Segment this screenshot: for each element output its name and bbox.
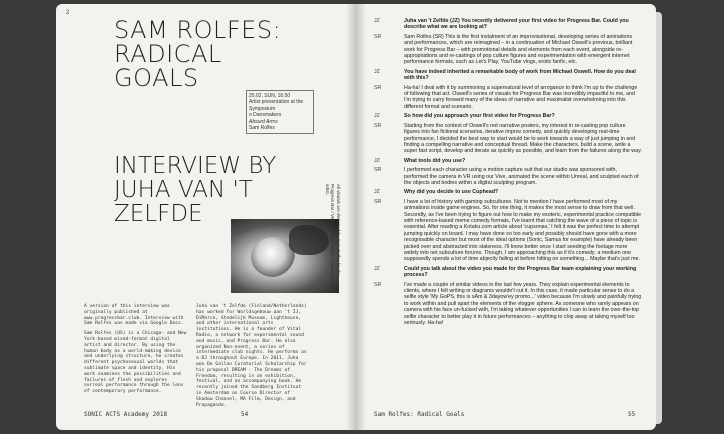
bio-paragraph-rolfes: Sam Rolfes (US) is a Chicago- and New York-based mixed-format digital artist and director. By using the human body as a world-making device and underlying structure, he creates different psychosexual worlds that sublimate space and identity. His work examines the possibilities and failures of flesh and explores surreal performance through the lens of contemporary performance.: [84, 331, 187, 395]
speaker-label: SR: [374, 122, 382, 129]
speaker-label: SR: [374, 84, 382, 91]
title-text: SAM ROLFES: RADICAL GOALS: [114, 16, 282, 92]
intro-column: [84, 304, 189, 399]
event-program: Absurd Arms: [249, 118, 278, 125]
bio-column: [196, 304, 308, 412]
interview-block: [374, 199, 642, 263]
speaker-label: JZ: [374, 113, 380, 120]
bio-paragraph-zelfde: Juha van 't Zelfde (Finland/Netherlands) has worked for Worldsgebouw aan 't IJ, DiMarce, Stedelijk Museum, Lighthouse, and other international arts institutions. He is a founder of Vital Radio, a network for experimental sound and music, and Progress Bar. He also organized Non-event, a series of intermediate club nights. He performs as a DJ throughout Europe. In 2011, Juha won De Gallan Curatorial Scholarship for his proposal DREAM - The Dreams of Freedom, resulting in an exhibition, festival, and an accompanying book. He recently joined the Sandberg Instituut in Amsterdam as Course Director of Shadow Channel, MA Film, Design, and Propaganda.: [196, 304, 307, 408]
interview-block: [374, 282, 642, 327]
left-page: [56, 4, 356, 430]
interview-block: [374, 167, 642, 186]
page-number-right: 55: [628, 411, 636, 418]
event-date: 25.02, SUN, 16:50: [249, 93, 291, 99]
question-text: Why did you decide to use Cuphead?: [404, 189, 499, 196]
open-book: [56, 4, 656, 430]
answer-text: Ha-ha! I deal with it by summoning a supernatural level of arrogance to think I'm up to the challenge of following that act. Oswell's series of visuals for Progress Bar was incredibly impactful to me, and I'm trying to carry forward many of the ideas of narrative and maximalist overwhelming into this different format and scenario.: [404, 84, 638, 110]
answer-text: I've made a couple of similar videos in the last few years. They explain experimental elements to clients, where I felt writing or diagrams wouldn't cut it. In this case, it made particular sense to do a selfie style 'My GoPS, this is sAm & 3dayow'ey promo...' video because I'm slowly and painfully trying to work within and pull apart the elements of the vlogger sphere. As someone who rarely appears on camera with his face un-fucked with, I'm taking whatever opportunities I can to learn the over-the-top selfie character to better play it in future performances – anything to chip away at taking myself too seriously. Ha-ha!: [404, 281, 642, 327]
interview-block: [374, 266, 642, 279]
article-title: [114, 18, 284, 90]
speaker-label: SR: [374, 167, 382, 174]
interview-block: [374, 85, 642, 111]
question-text: What tools did you use?: [404, 157, 466, 164]
interview-block: [374, 113, 642, 119]
event-box: [246, 90, 314, 134]
interview-block: [374, 69, 642, 82]
artwork-image: [231, 219, 339, 293]
speaker-label: JZ: [374, 18, 380, 24]
event-venue: o Dansmakers: [249, 112, 282, 119]
speaker-label: JZ: [374, 189, 380, 196]
speaker-label: JZ: [374, 68, 380, 75]
speaker-label: SR: [374, 281, 382, 288]
book-gutter: [346, 4, 366, 430]
speaker-label: SR: [374, 198, 382, 205]
speaker-label: SR: [374, 33, 382, 40]
answer-text: Sam Rolfes (SR) This is the first instalment of an improvisational, developing series of animations and performances, which are reimagined – in a continuation of Michael Oswell's previous, brilliant work for Progress Bar – with promotional details and elements from each event, alongside re-appropriations and re-castings of pop culture figures and experimentation with emergent internet performance formats, such as Let's Play, YouTube vlogs, erotic fanfic, etc.: [404, 33, 633, 66]
interview-block: [374, 158, 642, 164]
footer-left: SONIC ACTS Academy 2018: [84, 411, 168, 418]
footer-right: Sam Rolfes: Radical Goals: [374, 411, 465, 418]
event-description: Artist presentation at the Symposium: [249, 99, 304, 112]
interview-body: [374, 18, 642, 329]
question-text: You have indeed inherited a remarkable body of work from Michael Oswell. How do you deal with this?: [404, 68, 636, 82]
interview-block: [374, 123, 642, 155]
event-person: Sam Rolfes: [249, 125, 275, 132]
question-text: So how did you approach your first video for Progress Bar?: [404, 113, 555, 120]
image-caption: All visuals are designed by Sam Rolfes for the Progress Bar / Vektor session, 2018. Courtesy of the artist.: [325, 184, 341, 289]
answer-text: Starting from the context of Oswell's red narrative posters, my interest in re-casting pop culture figures into fan fictional scenarios, iterative improv comedy, and quickly developing real-time performance, I decided the best way to start would be to work towards a way of just jumping in and finding a compelling narrative and conceptual thread. Make the characters, build a scene, write a super fast script, develop and iterate as quickly as possible, and learn from the failures along the way.: [404, 122, 642, 155]
question-text: Could you talk about the video you made for the Progress Bar team explaining your working process?: [404, 265, 637, 279]
page-number-left: 54: [241, 411, 249, 418]
page-marker: 2: [66, 10, 70, 16]
subtitle-text: INTERVIEW BY JUHA VAN 'T ZELFDE: [114, 153, 277, 227]
article-subtitle: [114, 154, 334, 226]
interview-block: [374, 34, 642, 66]
intro-paragraph: A version of this interview was originally published at www.progressbar.club. Interview with Sam Rolfes was made via Google Docs.: [84, 304, 184, 327]
right-page: [356, 4, 656, 430]
speaker-label: JZ: [374, 265, 380, 272]
interview-block: [374, 18, 642, 31]
interview-block: [374, 189, 642, 195]
page-edges: [656, 12, 662, 424]
answer-text: I have a lot of history with gaming subcultures. Not to mention I have performed most of my animations inside game engines. So, for one thing, it makes the most sense to draw from that well. Secondly, as I've been trying to figure out how to make my esoteric, experimental practice compatible with reference-based meme comedy formats, I've learnt that catching the wave of a piece of topic is essential. After reading a Kotaku.com article about 'cupsonas,' I felt it was the perfect time to attempt jumping quickly on board. I may have done so too early and possibly should have gone with a more recognisable character but most of the ideal options (Sonic, Samus for example) have already been picked over and abstracted into staleness. I'll know better once I start seeding the footage more widely into net subculture forums. Though, I am approaching this as if it's comedy: a medium one supposedly spends a lot of time abjectly failing at before hitting on something... Maybe that's just me.: [404, 198, 642, 263]
question-text: Juha van 't Zelfde (JZ) You recently delivered your first video for Progress Bar. Could you describe what we are looking at?: [404, 18, 629, 31]
answer-text: I performed each character using a motion capture suit that our studio was sponsored with, performed the camera in VR using our Vive, animated the scene within Unreal, and sculpted each of the objects and bodies within a digital sculpting program.: [404, 167, 639, 186]
speaker-label: JZ: [374, 157, 380, 164]
